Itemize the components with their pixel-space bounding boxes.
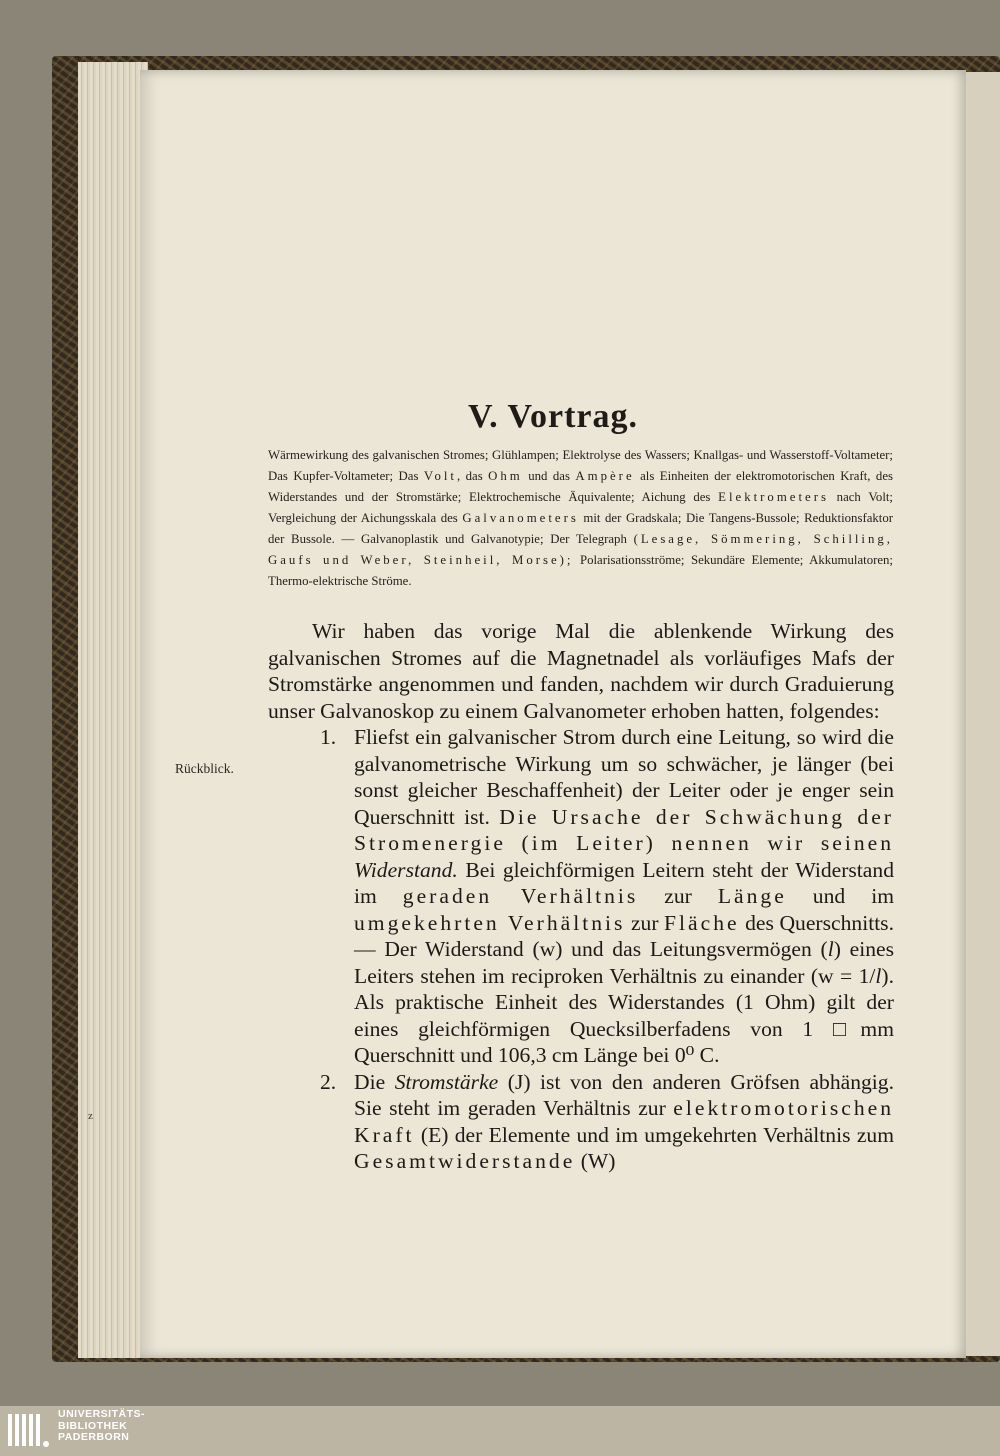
item-number: 1. [320, 725, 337, 749]
facing-page-edge [966, 72, 1000, 1356]
margin-note: Rückblick. [175, 761, 234, 776]
list-item-1: 1. Fliefst ein galvanischer Strom durch eine Leitung, so wird die galvanometrische Wirkung um so schwächer, je länger (bei sonst gleicher Beschaffenheit) der Leiter oder je enger sein Querschnitt ist. Die Ursache der Schwächung der Stromenergie (im Leiter) nennen wir seinen Widerstand. Bei gleichförmigen Leitern steht der Widerstand im geraden Verhältnis zur Länge und im umgekehrten Verhältnis zur Fläche des Querschnitts. — Der Widerstand (w) und das Leitungsvermögen (l) eines Leiters stehen im reciproken Verhältnis zu einander (w = 1/l). Als praktische Einheit des Widerstandes (1 Ohm) gilt der eines gleichförmigen Quecksilberfadens von 1 □mm Querschnitt und 106,3 cm Länge bei 0⁰ C. [320, 725, 894, 1067]
page-edges [78, 62, 148, 1358]
list-item-2: 2. Die Stromstärke (J) ist von den anderen Gröfsen abhängig. Sie steht im geraden Verhältnis zur elektromotorischen Kraft (E) der Elemente und im umgekehrten Verhältnis zum Gesamtwiderstande (W) [320, 1069, 894, 1173]
chapter-summary: Wärmewirkung des galvanischen Stromes; Glühlampen; Elektrolyse des Wassers; Knallgas- und Wasserstoff-Voltameter; Das Kupfer-Voltameter; Das Volt, das Ohm und das Ampère als Einheiten der elektromotorischen Kraft, des Widerstandes und der Stromstärke; Elektrochemische Äquivalente; Aichung des Elektrometers nach Volt; Vergleichung der Aichungsskala des Galvanometers mit der Gradskala; Die Tangens-Bussole; Reduktionsfaktor der Bussole. — Galvanoplastik und Galvanotypie; Der Telegraph (Lesage, Sömmering, Schilling, Gaufs und Weber, Steinheil, Morse); Polarisationsströme; Sekundäre Elemente; Akkumulatoren; Thermo-elektrische Ströme. [268, 448, 893, 588]
library-name: UNIVERSITÄTS- BIBLIOTHEK PADERBORN [58, 1408, 146, 1443]
margin-mark: z [88, 1110, 93, 1122]
body-text [268, 618, 894, 1175]
chapter-title: V. Vortrag. [468, 398, 638, 435]
intro-paragraph: Wir haben das vorige Mal die ablenkende Wirkung des galvanischen Stromes auf die Magnetnadel als vorläufiges Mafs der Stromstärke angenommen und fanden, nachdem wir durch Graduierung unser Galvanoskop zu einem Galvanometer erhoben hatten, folgendes: [268, 619, 894, 723]
footer-bar [0, 1406, 1000, 1456]
library-logo-icon [6, 1410, 54, 1452]
item-number: 2. [320, 1069, 337, 1094]
